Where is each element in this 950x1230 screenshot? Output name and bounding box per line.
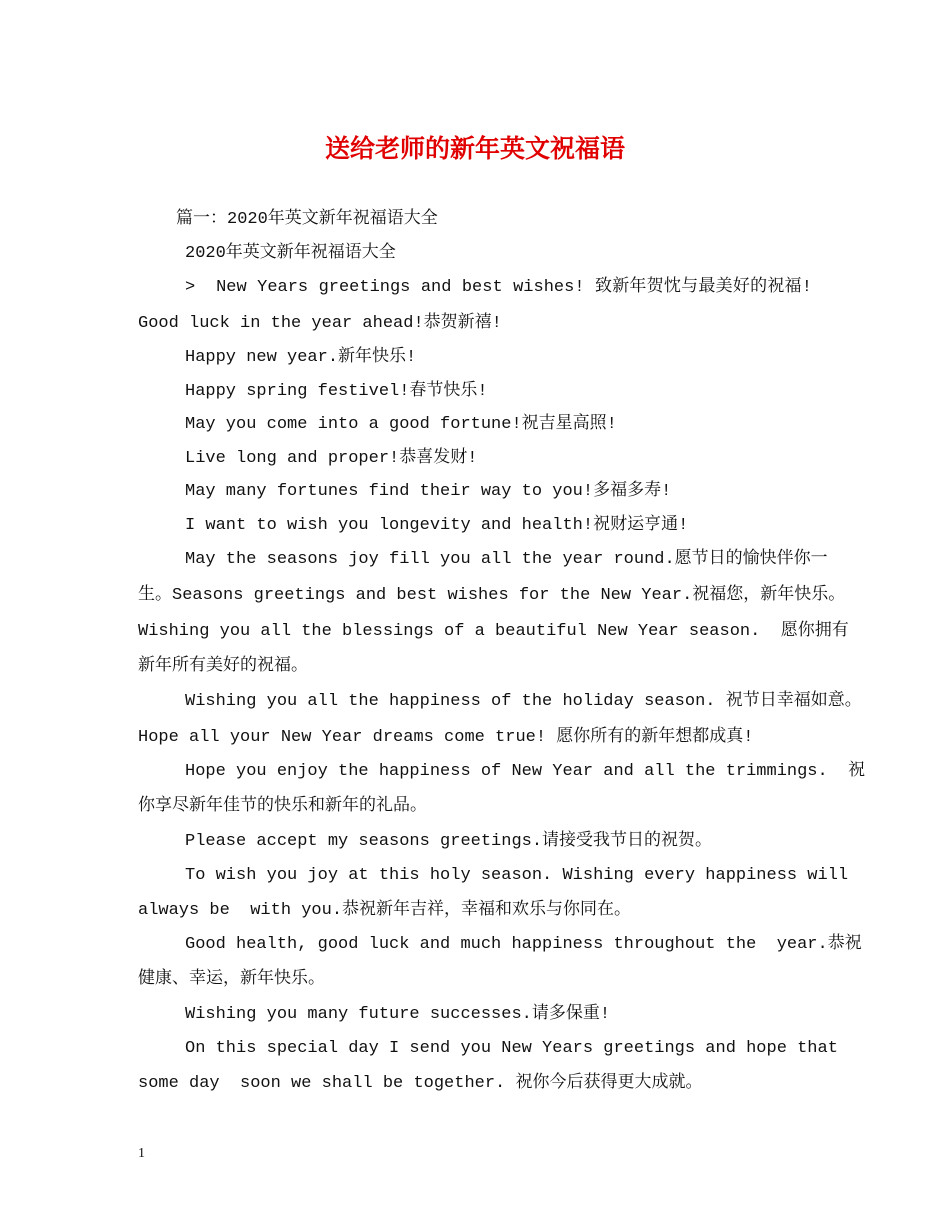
text-line: 篇一：2020年英文新年祝福语大全 [176,210,438,229]
text-line: Happy new year.新年快乐! [185,348,417,367]
text-line: 健康、幸运，新年快乐。 [138,970,325,989]
text-line: 2020年英文新年祝福语大全 [185,244,396,263]
text-line: 你享尽新年佳节的快乐和新年的礼品。 [138,797,427,816]
text-line: Good luck in the year ahead!恭贺新禧! [138,314,502,333]
text-line: May the seasons joy fill you all the year round.愿节日的愉快伴你一 [185,550,828,569]
text-line: Good health, good luck and much happiness throughout the year.恭祝 [185,935,862,954]
text-line: Hope you enjoy the happiness of New Year and all the trimmings. 祝 [185,762,866,781]
text-line: 新年所有美好的祝福。 [138,657,308,676]
page-number: 1 [138,1146,145,1161]
text-line: On this special day I send you New Years greetings and hope that [185,1039,838,1058]
text-line: May you come into a good fortune!祝吉星高照! [185,415,617,434]
text-line: May many fortunes find their way to you!多福多寿! [185,482,672,501]
text-line: some day soon we shall be together. 祝你今后获得更大成就。 [138,1074,703,1093]
text-line: always be with you.恭祝新年吉祥，幸福和欢乐与你同在。 [138,901,632,920]
text-line: 生。Seasons greetings and best wishes for the New Year.祝福您，新年快乐。 [138,586,846,605]
text-line: To wish you joy at this holy season. Wishing every happiness will [185,866,849,885]
text-line: Please accept my seasons greetings.请接受我节日的祝贺。 [185,832,713,851]
document-title: 送给老师的新年英文祝福语 [324,134,625,163]
text-line: Wishing you all the blessings of a beautiful New Year season. 愿你拥有 [138,622,849,641]
text-line: Wishing you all the happiness of the holiday season. 祝节日幸福如意。 [185,692,862,711]
text-line: > New Years greetings and best wishes! 致新年贺忱与最美好的祝福! [185,278,812,297]
text-line: Live long and proper!恭喜发财! [185,449,478,468]
text-line: I want to wish you longevity and health!祝财运亨通! [185,516,689,535]
text-line: Happy spring festivel!春节快乐! [185,382,488,401]
text-line: Wishing you many future successes.请多保重! [185,1005,611,1024]
text-line: Hope all your New Year dreams come true! 愿你所有的新年想都成真! [138,728,754,747]
